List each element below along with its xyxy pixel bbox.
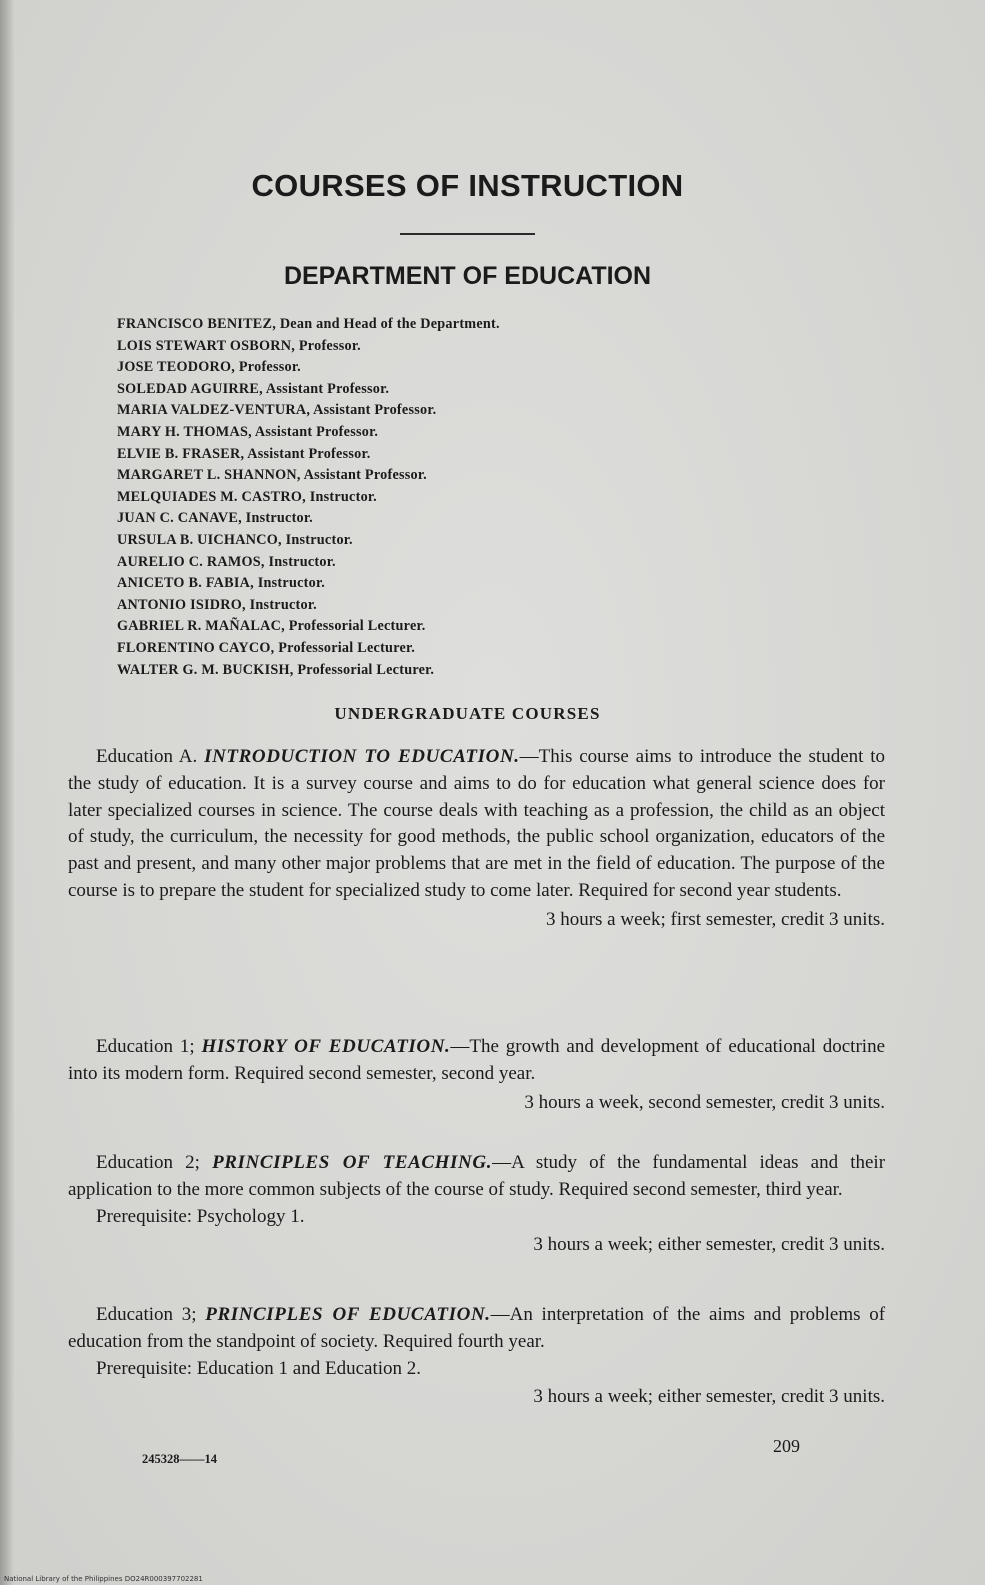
course-description: [68, 1150, 885, 1204]
course-text: —This course aims to introduce the student to the study of education. It is a survey course and aims to do for education what general science does for later specialized courses in science. The course deals with teaching as a profession, the child as an object of study, the curriculum, the necessity for good methods, the public school organization, educators of the past and present, and many other major problems that are met in the field of education. The purpose of the course is to prepare the student for specialized study to come later. Required for second year students.: [68, 746, 886, 901]
faculty-entry: JUAN C. CANAVE, Instructor.: [117, 510, 313, 527]
faculty-list: [117, 314, 717, 681]
faculty-entry: GABRIEL R. MAÑALAC, Professorial Lecturer.: [117, 618, 426, 635]
page-number: 209: [773, 1436, 800, 1456]
course-title: HISTORY OF EDUCATION.: [201, 1036, 451, 1057]
course-prerequisite: Prerequisite: Education 1 and Education 2.: [96, 1357, 422, 1379]
department-heading: DEPARTMENT OF EDUCATION: [283, 262, 652, 290]
course-entry: [68, 1302, 885, 1411]
course-text: —A study of the fundamental ideas and their application to the more common subjects of the course of study. Required second semester, third year.: [68, 1152, 886, 1200]
course-title: PRINCIPLES OF EDUCATION.: [205, 1304, 491, 1325]
faculty-entry: LOIS STEWART OSBORN, Professor.: [117, 337, 361, 354]
faculty-entry: MELQUIADES M. CASTRO, Instructor.: [117, 488, 377, 505]
faculty-entry: FLORENTINO CAYCO, Professorial Lecturer.: [117, 639, 416, 656]
faculty-entry: MARGARET L. SHANNON, Assistant Professor.: [117, 467, 427, 484]
course-credit: 3 hours a week, second semester, credit 3 units.: [524, 1091, 885, 1113]
course-entry: [68, 744, 885, 934]
course-entry: [68, 1034, 885, 1116]
faculty-entry: JOSE TEODORO, Professor.: [117, 359, 301, 376]
faculty-entry: AURELIO C. RAMOS, Instructor.: [117, 553, 336, 570]
title-divider: [400, 233, 535, 235]
scan-stamp: National Library of the Philippines DO24R000397702281: [4, 1575, 203, 1583]
course-prerequisite: Prerequisite: Psychology 1.: [96, 1205, 305, 1227]
faculty-entry: URSULA B. UICHANCO, Instructor.: [117, 531, 353, 548]
faculty-entry: MARIA VALDEZ-VENTURA, Assistant Professor.: [117, 402, 437, 419]
course-credit: 3 hours a week; either semester, credit 3 units.: [533, 1386, 885, 1408]
faculty-entry: WALTER G. M. BUCKISH, Professorial Lecturer.: [117, 661, 435, 678]
faculty-entry: SOLEDAD AGUIRRE, Assistant Professor.: [117, 380, 390, 397]
page-title: COURSES OF INSTRUCTION: [251, 168, 684, 203]
course-text: —The growth and development of educational doctrine into its modern form. Required second semester, second year.: [68, 1036, 885, 1084]
faculty-entry: ANICETO B. FABIA, Instructor.: [117, 575, 325, 592]
printer-code: 245328——14: [142, 1452, 217, 1466]
page-binding-edge: [0, 0, 14, 1585]
course-entry: [68, 1150, 885, 1259]
course-code: Education 3;: [96, 1304, 197, 1325]
course-description: [68, 1034, 885, 1088]
faculty-entry: FRANCISCO BENITEZ, Dean and Head of the Department.: [117, 316, 500, 332]
course-code: Education 1;: [96, 1036, 195, 1057]
course-credit: 3 hours a week; first semester, credit 3 units.: [545, 908, 885, 930]
faculty-entry: MARY H. THOMAS, Assistant Professor.: [117, 423, 379, 440]
course-title: INTRODUCTION TO EDUCATION.: [204, 746, 520, 767]
course-code: Education 2;: [96, 1152, 200, 1173]
faculty-entry: ANTONIO ISIDRO, Instructor.: [117, 596, 317, 613]
course-description: [68, 744, 885, 905]
faculty-entry: ELVIE B. FRASER, Assistant Professor.: [117, 445, 371, 462]
course-code: Education A.: [96, 746, 198, 767]
course-text: —An interpretation of the aims and problems of education from the standpoint of society. Required fourth year.: [68, 1304, 886, 1352]
course-title: PRINCIPLES OF TEACHING.: [212, 1152, 493, 1173]
course-credit: 3 hours a week; either semester, credit 3 units.: [533, 1234, 885, 1256]
section-heading: UNDERGRADUATE COURSES: [334, 704, 601, 723]
course-description: [68, 1302, 885, 1356]
